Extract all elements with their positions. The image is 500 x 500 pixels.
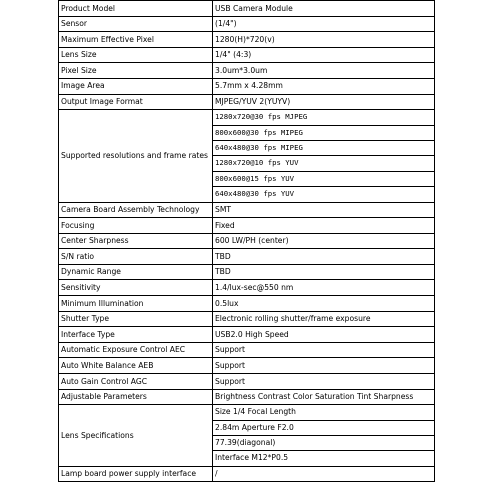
row-value: 1280(H)*720(v) (213, 32, 435, 48)
lens-item: Interface M12*P0.5 (215, 453, 289, 463)
table-row (59, 342, 435, 358)
row-value: TBD (213, 249, 435, 265)
resolution-item: 800x600@30 fps MIPEG (213, 126, 434, 141)
table-row (59, 466, 435, 482)
table-row (59, 374, 435, 390)
row-value: 5.7mm x 4.28mm (213, 78, 435, 94)
row-label: S/N ratio (59, 249, 213, 265)
row-value: (1/4") (213, 16, 435, 32)
table-row (59, 311, 435, 327)
row-value: Support (213, 342, 435, 358)
lens-item: Size 1/4 Focal Length (213, 405, 434, 420)
table-row (59, 327, 435, 343)
resolution-item: 800x600@15 fps YUV (213, 172, 434, 187)
table-row (59, 264, 435, 280)
row-value: 1.4/lux-sec@550 nm (213, 280, 435, 296)
row-value: 1/4" (4:3) (213, 47, 435, 63)
row-label: Sensitivity (59, 280, 213, 296)
table-row (59, 296, 435, 312)
row-label: Image Area (59, 78, 213, 94)
row-value: SMT (213, 202, 435, 218)
table-row (59, 32, 435, 48)
row-label: Lens Size (59, 47, 213, 63)
lens-item: 2.84m Aperture F2.0 (213, 421, 434, 436)
row-value: TBD (213, 264, 435, 280)
row-label: Auto Gain Control AGC (59, 374, 213, 390)
row-value: Electronic rolling shutter/frame exposure (213, 311, 435, 327)
table-row (59, 358, 435, 374)
row-label: Output Image Format (59, 94, 213, 110)
resolutions-label: Supported resolutions and frame rates (59, 110, 213, 202)
row-label: Minimum Illumination (59, 296, 213, 312)
row-value: Support (213, 374, 435, 390)
resolution-item: 640x480@30 fps YUV (215, 189, 295, 199)
table-row (59, 78, 435, 94)
resolutions-row (59, 110, 435, 202)
row-value: Support (213, 358, 435, 374)
table-row (59, 389, 435, 405)
table-row (59, 1, 435, 17)
resolutions-values (213, 110, 435, 202)
table-row (59, 202, 435, 218)
lens-values (213, 405, 435, 467)
row-value: / (213, 466, 435, 482)
row-label: Shutter Type (59, 311, 213, 327)
row-value: 600 LW/PH (center) (213, 233, 435, 249)
spec-table (58, 0, 435, 482)
lens-label: Lens Specifications (59, 405, 213, 467)
row-label: Dynamic Range (59, 264, 213, 280)
row-label: Product Model (59, 1, 213, 17)
table-row (59, 47, 435, 63)
row-label: Maximum Effective Pixel (59, 32, 213, 48)
row-label: Auto White Balance AEB (59, 358, 213, 374)
row-label: Focusing (59, 218, 213, 234)
row-label: Automatic Exposure Control AEC (59, 342, 213, 358)
row-value: 0.5lux (213, 296, 435, 312)
row-label: Sensor (59, 16, 213, 32)
table-row (59, 249, 435, 265)
row-value: USB2.0 High Speed (213, 327, 435, 343)
table-row (59, 94, 435, 110)
lens-row (59, 405, 435, 467)
row-label: Camera Board Assembly Technology (59, 202, 213, 218)
table-row (59, 16, 435, 32)
row-value: Fixed (213, 218, 435, 234)
resolution-item: 640x480@30 fps MIPEG (213, 141, 434, 156)
table-row (59, 280, 435, 296)
table-row (59, 218, 435, 234)
table-row (59, 63, 435, 79)
row-value: USB Camera Module (213, 1, 435, 17)
row-label: Interface Type (59, 327, 213, 343)
row-value: Brightness Contrast Color Saturation Tint Sharpness (213, 389, 435, 405)
row-value: MJPEG/YUV 2(YUYV) (213, 94, 435, 110)
spec-table-body (59, 1, 435, 482)
row-value: 3.0um*3.0um (213, 63, 435, 79)
row-label: Adjustable Parameters (59, 389, 213, 405)
row-label: Center Sharpness (59, 233, 213, 249)
lens-item: 77.39(diagonal) (213, 436, 434, 451)
resolution-item: 1280x720@10 fps YUV (213, 156, 434, 171)
row-label: Lamp board power supply interface (59, 466, 213, 482)
resolution-item: 1280x720@30 fps MJPEG (213, 110, 434, 125)
table-row (59, 233, 435, 249)
row-label: Pixel Size (59, 63, 213, 79)
